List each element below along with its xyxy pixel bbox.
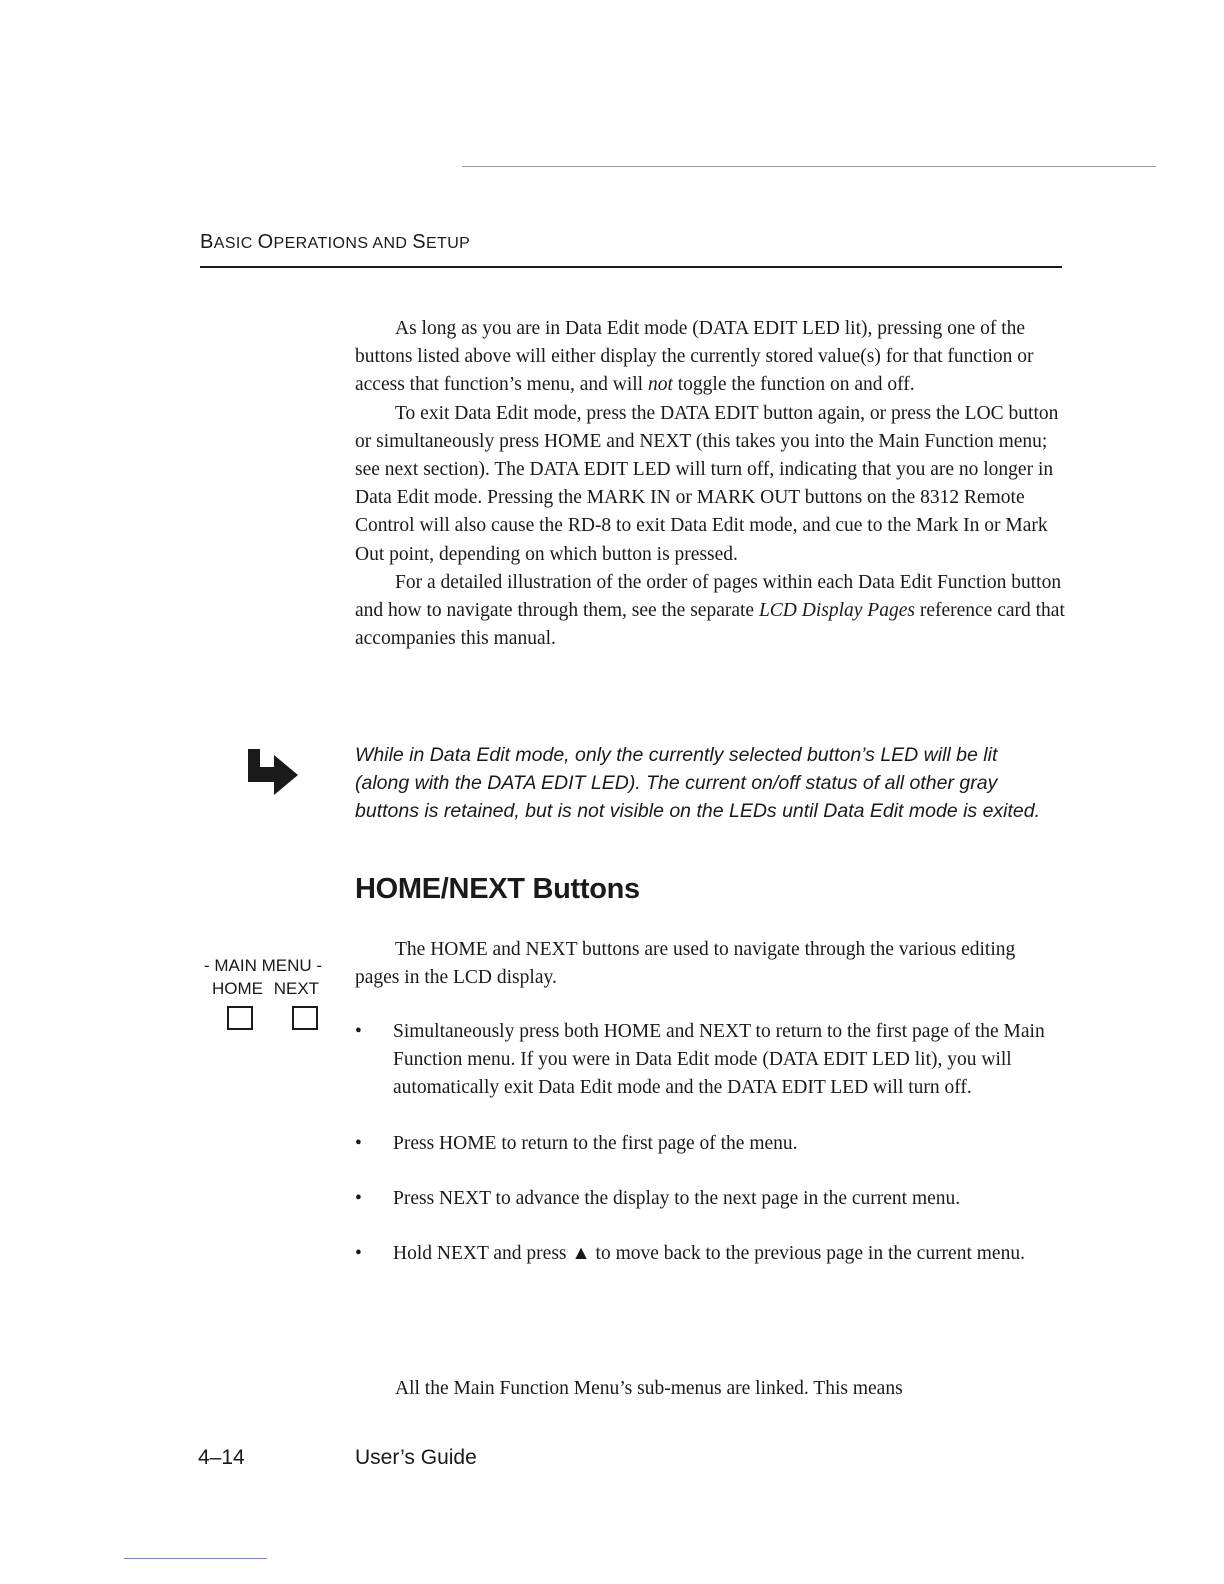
closing-text — [355, 1375, 1035, 1403]
main-menu-buttons-label: HOME NEXT — [212, 979, 320, 998]
main-menu-title: - MAIN MENU - — [204, 956, 323, 975]
next-button-illustration — [292, 1006, 318, 1030]
intro-paragraph-1: As long as you are in Data Edit mode (DATA EDIT LED lit), pressing one of the buttons listed above will either display the currently stored value(s) for that function or access that function’s menu, and will not toggle the function on and off. — [355, 318, 1034, 396]
intro-paragraph-2: To exit Data Edit mode, press the DATA EDIT button again, or press the LOC button or simultaneously press HOME and NEXT (this takes you into the Main Function menu; see next section). The DATA EDIT LED will turn off, indicating that you are no longer in Data Edit mode. Pressing the MARK IN or MARK OUT buttons on the 8312 Remote Control will also cause the RD-8 to exit Data Edit mode, and cue to the Mark In or Mark Out point, depending on which button is pressed. — [355, 402, 1059, 565]
list-item: • Press HOME to return to the first page of the menu. — [355, 1132, 798, 1154]
header-rule — [200, 266, 1062, 268]
intro-paragraph-3: For a detailed illustration of the order of pages within each Data Edit Function button and how to navigate through them, see the separate LCD Display Pages reference card that accompanies this manual. — [355, 571, 1065, 650]
arrow-icon — [244, 747, 300, 797]
intro-text — [355, 315, 1067, 653]
main-menu-label — [200, 954, 340, 1000]
section-intro — [355, 936, 1035, 992]
bullet-list — [355, 1018, 1055, 1295]
top-rule — [462, 166, 1156, 167]
running-head: BASIC OPERATIONS AND SETUP — [200, 231, 471, 253]
footer-title: User’s Guide — [355, 1446, 477, 1469]
page-number: 4–14 — [198, 1446, 245, 1469]
closing-paragraph: All the Main Function Menu’s sub-menus are linked. This means — [395, 1378, 903, 1399]
section-heading: HOME/NEXT Buttons — [355, 873, 640, 905]
home-button-illustration — [227, 1006, 253, 1030]
section-intro-paragraph: The HOME and NEXT buttons are used to navigate through the various editing pages in the LCD display. — [355, 939, 1016, 989]
list-item: • Hold NEXT and press ▲ to move back to the previous page in the current menu. — [355, 1243, 1025, 1265]
note-text: While in Data Edit mode, only the currently selected button’s LED will be lit (along with the DATA EDIT LED). The current on/off status of all other gray buttons is retained, but is not visible on the LEDs until Data Edit mode is exited. — [355, 744, 1041, 823]
list-item: • Simultaneously press both HOME and NEXT to return to the first page of the Main Function menu. If you were in Data Edit mode (DATA EDIT LED lit), you will automatically exit Data Edit mode and the DATA EDIT LED will turn off. — [355, 1021, 1045, 1099]
list-item: • Press NEXT to advance the display to the next page in the current menu. — [355, 1187, 961, 1209]
bottom-rule — [124, 1558, 267, 1559]
